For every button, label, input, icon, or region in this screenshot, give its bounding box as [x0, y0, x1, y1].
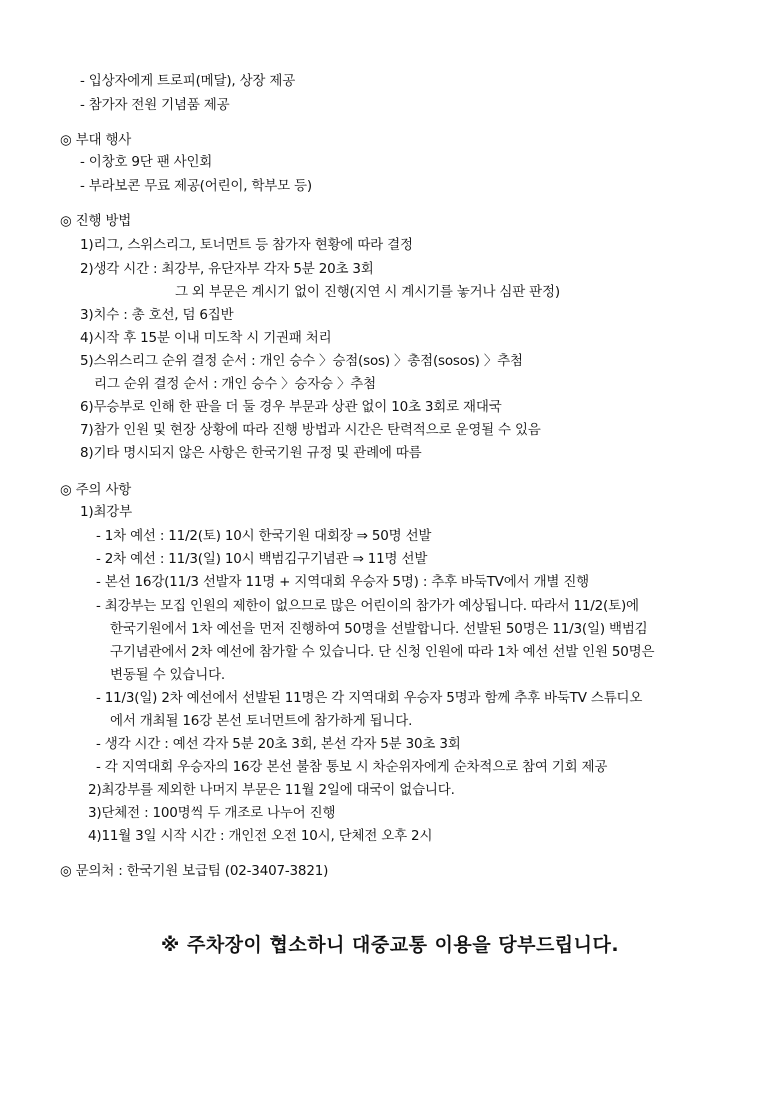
method-item: 5)스위스리그 순위 결정 순서 : 개인 승수 〉승점(sos) 〉총점(sosos) 〉추첨 — [80, 353, 523, 369]
notes-item-continuation: 에서 개최될 16강 본선 토너먼트에 참가하게 됩니다. — [110, 713, 413, 729]
notes-item: - 생각 시간 : 예선 각자 5분 20초 3회, 본선 각자 5분 30초 3회 — [96, 736, 461, 752]
method-item: 3)치수 : 총 호선, 덤 6집반 — [80, 307, 234, 323]
notes-item-continuation: 구기념관에서 2차 예선에 참가할 수 있습니다. 단 신청 인원에 따라 1차 예선 선발 인원 50명은 — [110, 644, 655, 660]
side-event-item: - 이창호 9단 팬 사인회 — [80, 154, 213, 170]
method-heading: ◎ 진행 방법 — [60, 213, 132, 229]
method-item: 8)기타 명시되지 않은 사항은 한국기원 규정 및 관례에 따름 — [80, 445, 422, 461]
notes-item-continuation: 한국기원에서 1차 예선을 먼저 진행하여 50명을 선발합니다. 선발된 50명은 11/3(일) 백범김 — [110, 621, 648, 637]
method-item-continuation: 리그 순위 결정 순서 : 개인 승수 〉승자승 〉추첨 — [94, 376, 376, 392]
method-item: 7)참가 인원 및 현장 상황에 따라 진행 방법과 시간은 탄력적으로 운영될 수 있음 — [80, 422, 541, 438]
notes-item: - 본선 16강(11/3 선발자 11명 + 지역대회 우승자 5명) : 추후 바둑TV에서 개별 진행 — [96, 574, 590, 590]
notes-item: - 각 지역대회 우승자의 16강 본선 불참 통보 시 차순위자에게 순차적으로 참여 기회 제공 — [96, 759, 608, 775]
notes-item: 2)최강부를 제외한 나머지 부문은 11월 2일에 대국이 없습니다. — [88, 782, 455, 798]
side-event-item: - 부라보콘 무료 제공(어린이, 학부모 등) — [80, 178, 312, 194]
notes-item: - 2차 예선 : 11/3(일) 10시 백범김구기념관 ⇒ 11명 선발 — [96, 551, 428, 567]
method-item-continuation: 그 외 부문은 계시기 없이 진행(지연 시 계시기를 놓거나 심판 판정) — [175, 284, 560, 300]
parking-notice: ※ 주차장이 협소하니 대중교통 이용을 당부드립니다. — [160, 934, 620, 956]
notes-subheading: 1)최강부 — [80, 504, 132, 520]
notes-item: - 최강부는 모집 인원의 제한이 없으므로 많은 어린이의 참가가 예상됩니다. 따라서 11/2(토)에 — [96, 598, 639, 614]
notes-item-continuation: 변동될 수 있습니다. — [110, 667, 226, 683]
side-events-heading: ◎ 부대 행사 — [60, 132, 132, 148]
method-item: 4)시작 후 15분 이내 미도착 시 기권패 처리 — [80, 330, 332, 346]
method-item: 6)무승부로 인해 한 판을 더 둘 경우 부문과 상관 없이 10초 3회로 재대국 — [80, 399, 502, 415]
notes-item: - 1차 예선 : 11/2(토) 10시 한국기원 대회장 ⇒ 50명 선발 — [96, 528, 432, 544]
method-item: 1)리그, 스위스리그, 토너먼트 등 참가자 현황에 따라 결정 — [80, 237, 413, 253]
award-trophy-line: - 입상자에게 트로피(메달), 상장 제공 — [80, 73, 296, 89]
award-gift-line: - 참가자 전원 기념품 제공 — [80, 97, 230, 113]
notes-item: 4)11월 3일 시작 시간 : 개인전 오전 10시, 단체전 오후 2시 — [88, 828, 433, 844]
notes-item: 3)단체전 : 100명씩 두 개조로 나누어 진행 — [88, 805, 336, 821]
contact-line: ◎ 문의처 : 한국기원 보급팀 (02-3407-3821) — [60, 863, 329, 879]
notes-item: - 11/3(일) 2차 예선에서 선발된 11명은 각 지역대회 우승자 5명과 함께 추후 바둑TV 스튜디오 — [96, 690, 643, 706]
notes-heading: ◎ 주의 사항 — [60, 482, 132, 498]
method-item: 2)생각 시간 : 최강부, 유단자부 각자 5분 20초 3회 — [80, 261, 374, 277]
